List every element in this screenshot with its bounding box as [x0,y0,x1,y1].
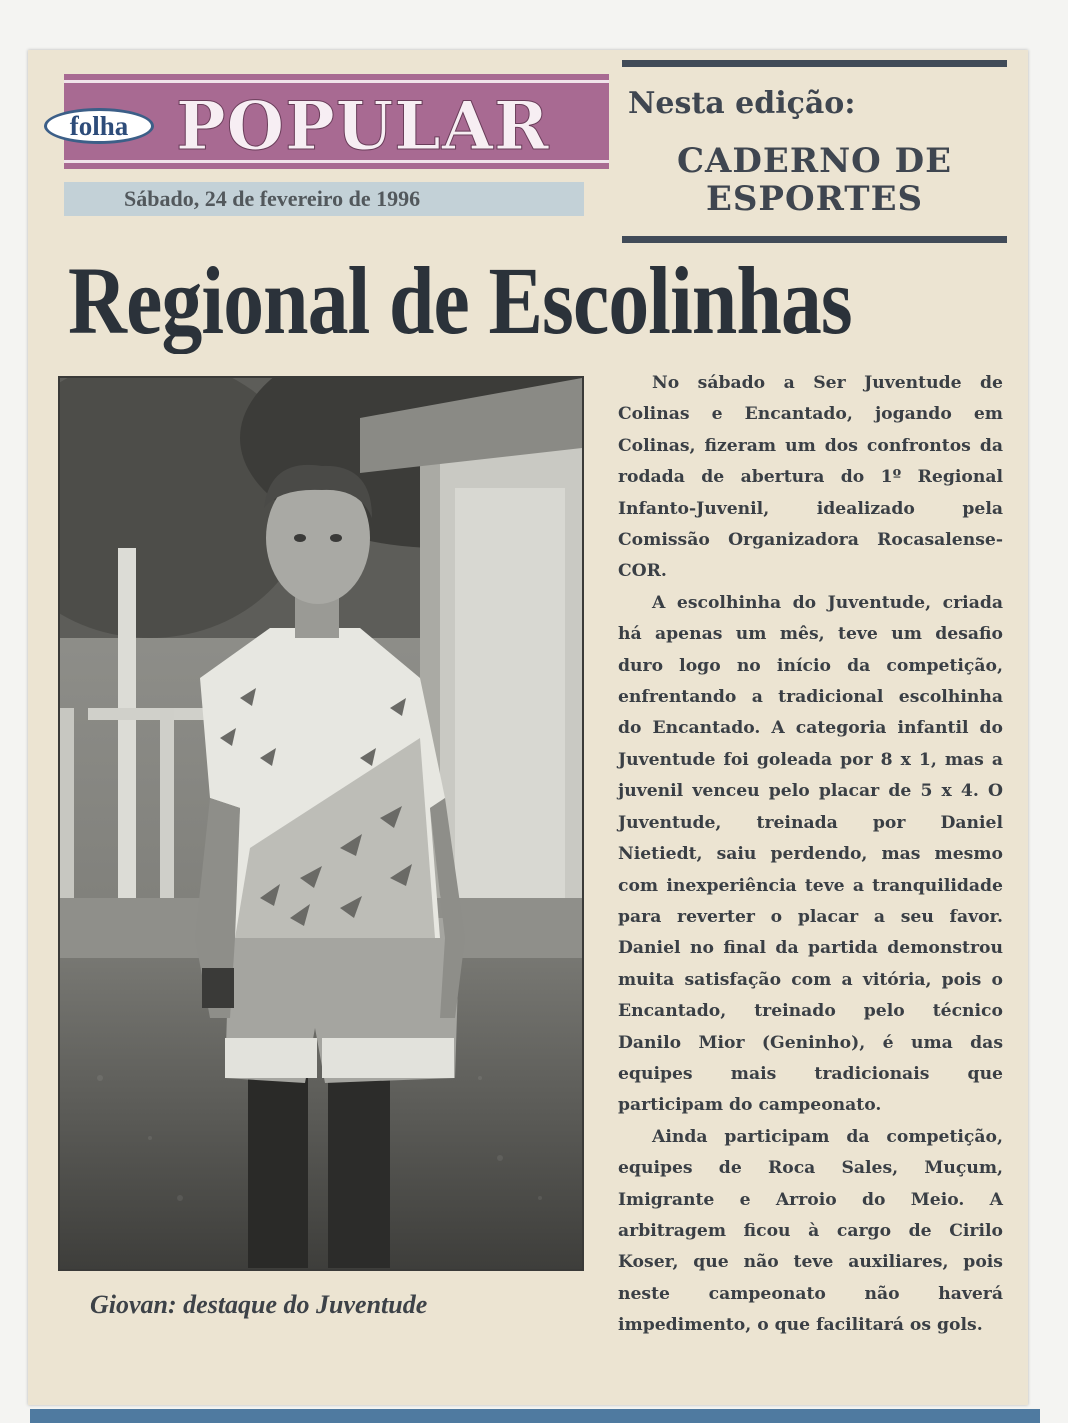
edition-label: Nesta edição: [628,86,856,121]
photo-caption: Giovan: destaque do Juventude [90,1290,428,1319]
edition-section: CADERNO DE ESPORTES [676,141,953,219]
photo-image [60,378,582,1269]
newspaper-clipping [28,50,1028,1405]
article-body [618,368,1003,1342]
masthead-stripe [64,80,609,83]
headline: Regional de Escolinhas [68,247,852,354]
article-paragraph: No sábado a Ser Juventude de Colinas e Encantado, jogando em Colinas, fizeram um dos confrontos da rodada de abertura do 1º Regional Infanto-Juvenil, idealizado pela Comissão Organizadora Rocasalense-COR. [618,373,1003,582]
bottom-strip [30,1409,1040,1423]
issue-date: Sábado, 24 de fevereiro de 1996 [124,186,421,211]
photo [58,376,584,1271]
article-paragraph: Ainda participam da competição, equipes de Roca Sales, Muçum, Imigrante e Arroio do Meio. A arbitragem ficou à cargo de Cirilo Koser, que não teve auxiliares, pois neste campeonato não haverá impedimento, o que facilitará os gols. [618,1126,1003,1336]
divider [622,60,1007,67]
edition-box [622,60,1007,250]
divider [622,236,1007,243]
popular-logo: POPULAR [176,87,550,165]
article-paragraph: A escolhinha do Juventude, criada há apenas um mês, teve um desafio duro logo no início da competição, enfrentando a tradicional escolhinha do Encantado. A categoria infantil do Juventude foi goleada por 8 x 1, mas a juvenil venceu pelo placar de 5 x 4. O Juventude, treinada por Daniel Nietiedt, saiu perdendo, mas mesmo com inexperiência teve a tranquilidade para reverter o placar a seu favor. Daniel no final da partida demonstrou muita satisfação com a vitória, pois o Encantado, treinado pelo técnico Danilo Mior (Geninho), é uma das equipes mais tradicionais que participam do campeonato. [618,592,1003,1116]
folha-logo: folha [44,108,154,144]
masthead [64,74,609,214]
